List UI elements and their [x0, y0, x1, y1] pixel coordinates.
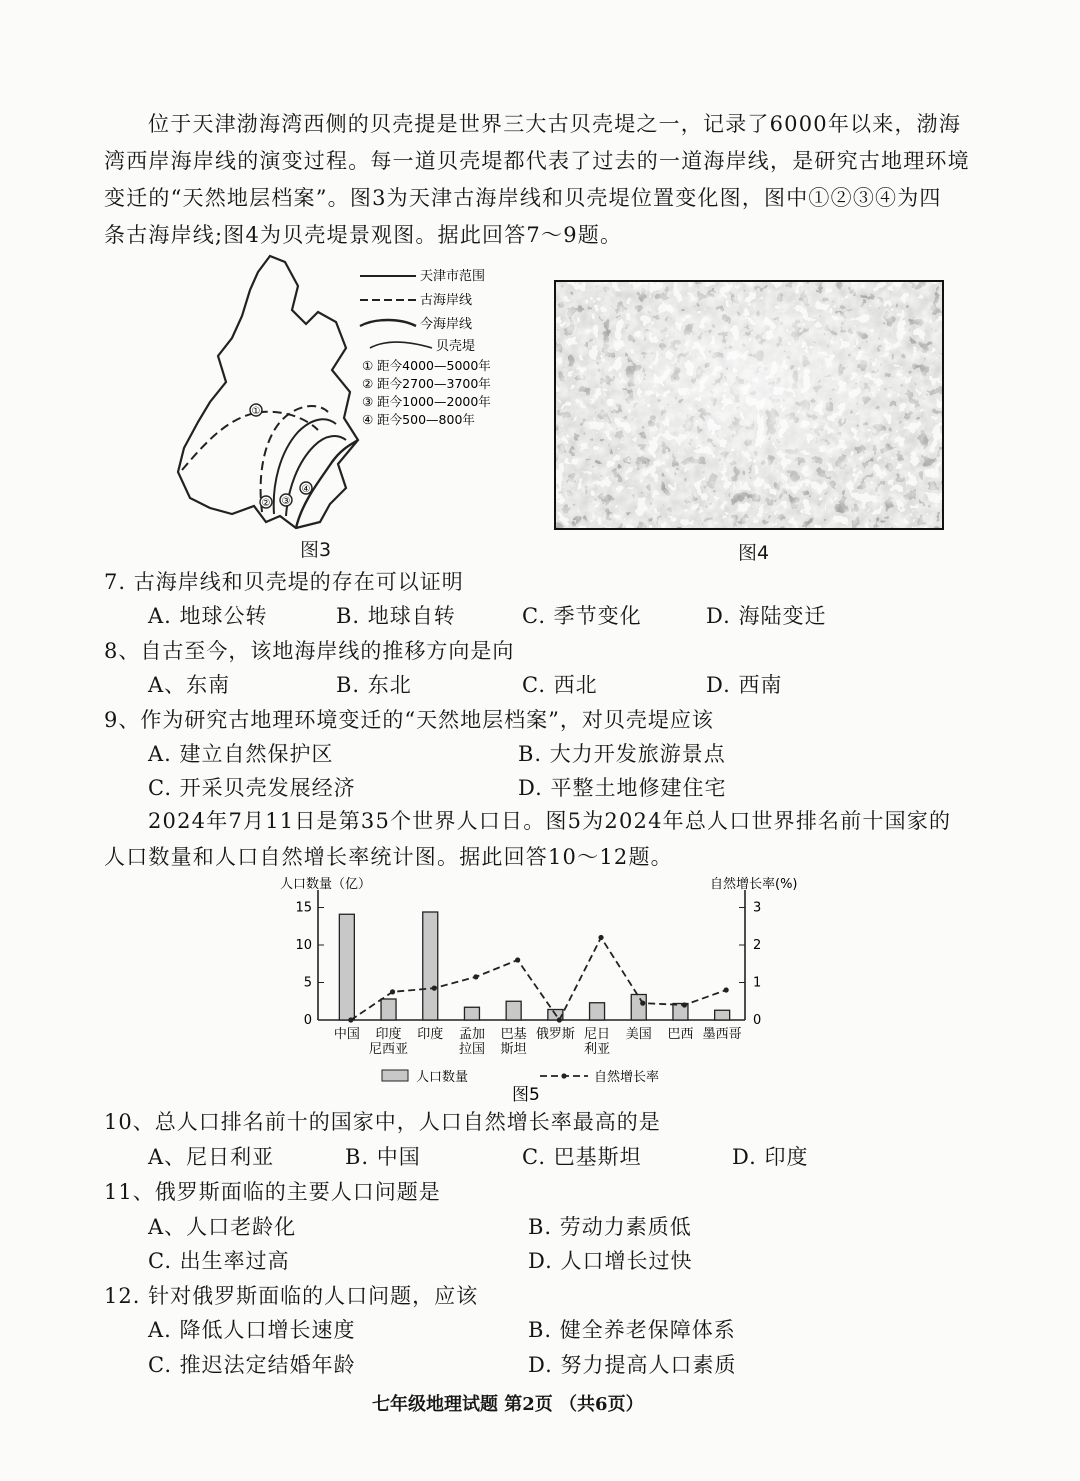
q11-option-c: C. 出生率过高 — [148, 1249, 290, 1273]
legend-bar-label: 人口数量 — [416, 1070, 469, 1085]
q9-stem: 9、作为研究古地理环境变迁的“天然地层档案”，对贝壳堤应该 — [104, 708, 714, 732]
legend-line-point — [561, 1073, 566, 1078]
q7-option-c: C. 季节变化 — [522, 604, 642, 628]
q12-option-a: A. 降低人口增长速度 — [148, 1318, 356, 1342]
x-tick-label: 中国 — [333, 1027, 360, 1042]
point-growth-rate — [640, 1001, 645, 1006]
intro2-line-2: 人口数量和人口自然增长率统计图。据此回答10～12题。 — [104, 845, 673, 869]
x-tick-label: 尼西亚 — [369, 1042, 409, 1057]
fig3-map — [170, 252, 510, 537]
y-left-tick-label: 0 — [303, 1013, 312, 1028]
intro1-line-1: 位于天津渤海湾西侧的贝壳提是世界三大古贝壳堤之一，记录了6000年以来，渤海 — [148, 112, 962, 136]
bar-population — [590, 1003, 605, 1020]
q10-option-c: C. 巴基斯坦 — [522, 1145, 642, 1169]
y-right-tick-label: 1 — [753, 975, 762, 991]
q7-stem: 7. 古海岸线和贝壳堤的存在可以证明 — [104, 570, 464, 594]
fig4-caption: 图4 — [738, 542, 770, 564]
legend-bar-swatch — [382, 1070, 408, 1081]
q12-option-b: B. 健全养老保障体系 — [528, 1318, 736, 1342]
legend-item-2: ② 距今2700—3700年 — [362, 376, 491, 391]
chart-title: 图5 — [512, 1085, 540, 1105]
coastline-1 — [182, 412, 318, 470]
q7-option-a: A. 地球公转 — [148, 604, 268, 628]
q11-option-b: B. 劳动力素质低 — [528, 1215, 692, 1239]
fig4-photo — [554, 280, 944, 530]
x-tick-label: 孟加 — [458, 1027, 485, 1042]
y-right-tick-label: 3 — [753, 900, 762, 916]
legend-ancient-coast: 古海岸线 — [420, 293, 473, 308]
marker-1: ① — [251, 406, 261, 417]
q12-option-d: D. 努力提高人口素质 — [528, 1353, 737, 1377]
q12-stem: 12. 针对俄罗斯面临的人口问题，应该 — [104, 1284, 479, 1308]
coastline-2 — [261, 406, 328, 512]
q9-option-c: C. 开采贝壳发展经济 — [148, 776, 356, 800]
point-growth-rate — [682, 1002, 687, 1007]
x-tick-label: 利亚 — [584, 1042, 611, 1057]
x-tick-label: 印度 — [417, 1027, 444, 1042]
q11-option-a: A、人口老龄化 — [148, 1215, 297, 1239]
marker-2: ② — [261, 498, 271, 509]
bar-population — [464, 1007, 479, 1020]
intro1-line-4: 条古海岸线;图4为贝壳堤景观图。据此回答7～9题。 — [104, 223, 623, 247]
bar-population — [381, 999, 396, 1020]
q10-stem: 10、总人口排名前十的国家中，人口自然增长率最高的是 — [104, 1110, 661, 1134]
legend-current-coast: 今海岸线 — [420, 317, 473, 332]
bar-population — [506, 1001, 521, 1020]
x-tick-label: 墨西哥 — [702, 1027, 742, 1042]
q7-option-d: D. 海陆变迁 — [706, 604, 827, 628]
x-tick-label: 尼日 — [584, 1027, 611, 1042]
point-growth-rate — [598, 935, 603, 940]
legend-item-1: ① 距今4000—5000年 — [362, 358, 491, 373]
q10-option-d: D. 印度 — [732, 1145, 809, 1169]
y-right-label: 自然增长率(%) — [710, 877, 798, 892]
y-right-tick-label: 2 — [753, 938, 762, 953]
marker-3: ③ — [281, 496, 291, 507]
q11-option-d: D. 人口增长过快 — [528, 1249, 693, 1273]
intro1-line-3: 变迁的“天然地层档案”。图3为天津古海岸线和贝壳堤位置变化图，图中①②③④为四 — [104, 186, 942, 210]
q8-stem: 8、自古至今，该地海岸线的推移方向是向 — [104, 639, 515, 663]
intro1-line-2: 湾西岸海岸线的演变过程。每一道贝壳堤都代表了过去的一道海岸线，是研究古地理环境 — [104, 149, 970, 173]
q10-option-b: B. 中国 — [345, 1145, 421, 1169]
legend-boundary: 天津市范围 — [420, 269, 486, 284]
line-growth-rate — [351, 938, 726, 1021]
y-left-tick-label: 15 — [295, 900, 312, 916]
x-tick-label: 俄罗斯 — [535, 1027, 575, 1042]
y-left-label: 人口数量（亿） — [280, 877, 372, 892]
y-left-tick-label: 5 — [303, 975, 312, 991]
x-tick-label: 斯坦 — [500, 1042, 527, 1057]
x-tick-label: 巴西 — [667, 1027, 694, 1042]
x-tick-label: 巴基 — [500, 1027, 527, 1042]
fig3-caption: 图3 — [300, 539, 332, 561]
marker-4: ④ — [301, 484, 311, 495]
bar-population — [715, 1010, 730, 1020]
tianjin-boundary — [178, 256, 358, 528]
q8-option-b: B. 东北 — [336, 673, 412, 697]
y-left-tick-label: 10 — [295, 938, 312, 953]
x-tick-label: 美国 — [625, 1027, 652, 1042]
q8-option-c: C. 西北 — [522, 673, 598, 697]
q8-option-a: A、东南 — [148, 673, 231, 697]
q9-option-a: A. 建立自然保护区 — [148, 742, 334, 766]
population-chart — [270, 870, 830, 1105]
q10-option-a: A、尼日利亚 — [148, 1145, 275, 1169]
y-right-tick-label: 0 — [753, 1013, 762, 1028]
q9-option-b: B. 大力开发旅游景点 — [518, 742, 726, 766]
point-growth-rate — [724, 987, 729, 992]
bar-population — [339, 914, 354, 1020]
x-tick-label: 印度 — [375, 1027, 402, 1042]
q9-option-d: D. 平整土地修建住宅 — [518, 776, 727, 800]
point-growth-rate — [432, 986, 437, 991]
point-growth-rate — [348, 1017, 353, 1022]
page-footer: 七年级地理试题 第2页 （共6页） — [372, 1394, 644, 1415]
point-growth-rate — [515, 957, 520, 962]
q7-option-b: B. 地球自转 — [336, 604, 456, 628]
q12-option-c: C. 推迟法定结婚年龄 — [148, 1353, 356, 1377]
point-growth-rate — [473, 974, 478, 979]
legend-line-label: 自然增长率 — [594, 1070, 660, 1085]
bar-population — [631, 995, 646, 1021]
legend-shell-ridge: 贝壳堤 — [436, 339, 476, 354]
point-growth-rate — [557, 1017, 562, 1022]
coastline-4 — [286, 436, 346, 516]
point-growth-rate — [390, 989, 395, 994]
legend-item-4: ④ 距今500—800年 — [362, 412, 475, 427]
intro2-line-1: 2024年7月11日是第35个世界人口日。图5为2024年总人口世界排名前十国家的 — [148, 809, 952, 833]
legend-item-3: ③ 距今1000—2000年 — [362, 394, 491, 409]
bar-population — [423, 912, 438, 1020]
x-tick-label: 拉国 — [458, 1042, 485, 1057]
q8-option-d: D. 西南 — [706, 673, 783, 697]
q11-stem: 11、俄罗斯面临的主要人口问题是 — [104, 1180, 441, 1204]
